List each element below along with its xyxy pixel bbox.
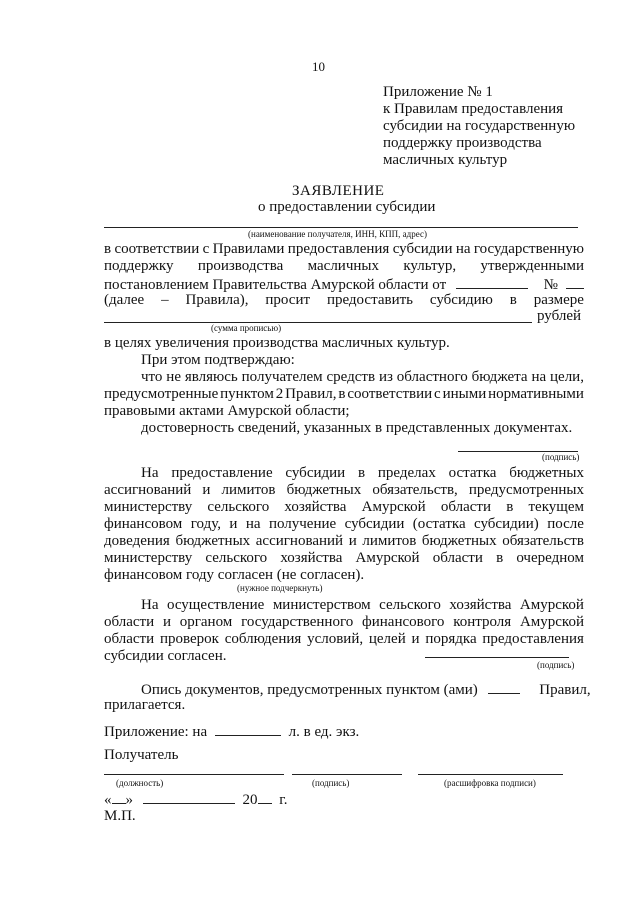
decree-date-field[interactable]	[456, 275, 528, 289]
decree-number-field[interactable]	[566, 275, 584, 289]
signature-hint-1: (подпись)	[542, 452, 580, 462]
p1-line4: (далее – Правила), просит предоставить субсидию в размере	[104, 292, 584, 308]
p5-line4: субсидии согласен.	[104, 648, 227, 664]
p5-line1: На осуществление министерством сельского хозяйства Амурской	[141, 597, 584, 613]
p5-line2: области и органом государственного финансового контроля Амурской	[104, 614, 584, 630]
attachment-line: Приложение: на л. в ед. экз.	[104, 724, 360, 740]
appendix-line: поддержку производства	[383, 135, 542, 151]
p4-line4: финансовом году, и на получение субсидии (остатка субсидии) после	[104, 516, 584, 532]
position-hint: (должность)	[116, 778, 164, 788]
appendix-line: Приложение № 1	[383, 84, 493, 100]
p1-line2: поддержку производства масличных культур, утвержденными	[104, 258, 584, 274]
signature-hint-3: (подпись)	[312, 778, 350, 788]
decode-field-line[interactable]	[418, 774, 563, 775]
month-field[interactable]	[143, 790, 235, 804]
p1-end: в целях увеличения производства масличных культур.	[104, 335, 450, 351]
p4-line2: ассигнований и лимитов бюджетных обязательств, предусмотренных	[104, 482, 584, 498]
p1-line3: постановлением Правительства Амурской области от №	[104, 275, 584, 294]
p5-line3: области проверок соблюдения условий, целей и порядка предоставления	[104, 631, 584, 647]
p4-line3: министерству сельского хозяйства Амурской области в текущем	[104, 499, 584, 515]
p4-line1: На предоставление субсидии в пределах остатка бюджетных	[141, 465, 584, 481]
signature-line-2[interactable]	[425, 657, 569, 658]
position-field-line[interactable]	[104, 774, 284, 775]
document-subtitle: о предоставлении субсидии	[258, 199, 436, 215]
decode-hint: (расшифровка подписи)	[444, 778, 536, 788]
p3: достоверность сведений, указанных в представленных документах.	[141, 420, 573, 436]
recipient-hint: (наименование получателя, ИНН, КПП, адрес)	[248, 229, 427, 239]
pages-field[interactable]	[215, 722, 281, 736]
year-field[interactable]	[258, 790, 272, 804]
p4-line5: доведения бюджетных ассигнований и лимитов бюджетных обязательств	[104, 533, 584, 549]
confirm-line: При этом подтверждаю:	[141, 352, 295, 368]
recipient-field-line[interactable]	[104, 227, 578, 228]
p6-line2: прилагается.	[104, 697, 186, 713]
document-title: ЗАЯВЛЕНИЕ	[292, 183, 385, 199]
items-field[interactable]	[488, 680, 520, 694]
signature-hint-2: (подпись)	[537, 660, 575, 670]
sum-hint: (сумма прописью)	[211, 323, 282, 333]
sum-field-line[interactable]	[104, 322, 532, 323]
recipient-label: Получатель	[104, 747, 179, 763]
date-line: « » 20 г.	[104, 792, 288, 808]
p4-line7: финансовом году согласен (не согласен).	[104, 567, 365, 583]
p2-line2: предусмотренные пунктом 2 Правил, в соответствии с иными нормативными	[104, 386, 584, 402]
page-number: 10	[312, 59, 325, 74]
signature-field-line[interactable]	[292, 774, 402, 775]
p1-line1: в соответствии с Правилами предоставления субсидии на государственную	[104, 241, 584, 257]
stamp-place: М.П.	[104, 808, 136, 824]
p4-line6: министерству сельского хозяйства Амурской области в очередном	[104, 550, 584, 566]
appendix-line: к Правилам предоставления	[383, 101, 564, 117]
appendix-line: масличных культур	[383, 152, 508, 168]
day-field[interactable]	[112, 790, 126, 804]
appendix-line: субсидии на государственную	[383, 118, 576, 134]
underline-hint: (нужное подчеркнуть)	[237, 583, 323, 593]
p6-line1: Опись документов, предусмотренных пунктом (ами) Правил,	[141, 682, 591, 698]
rubles-label: рублей	[537, 308, 582, 324]
p2-line1: что не являюсь получателем средств из областного бюджета на цели,	[141, 369, 584, 385]
p2-line3: правовыми актами Амурской области;	[104, 403, 350, 419]
